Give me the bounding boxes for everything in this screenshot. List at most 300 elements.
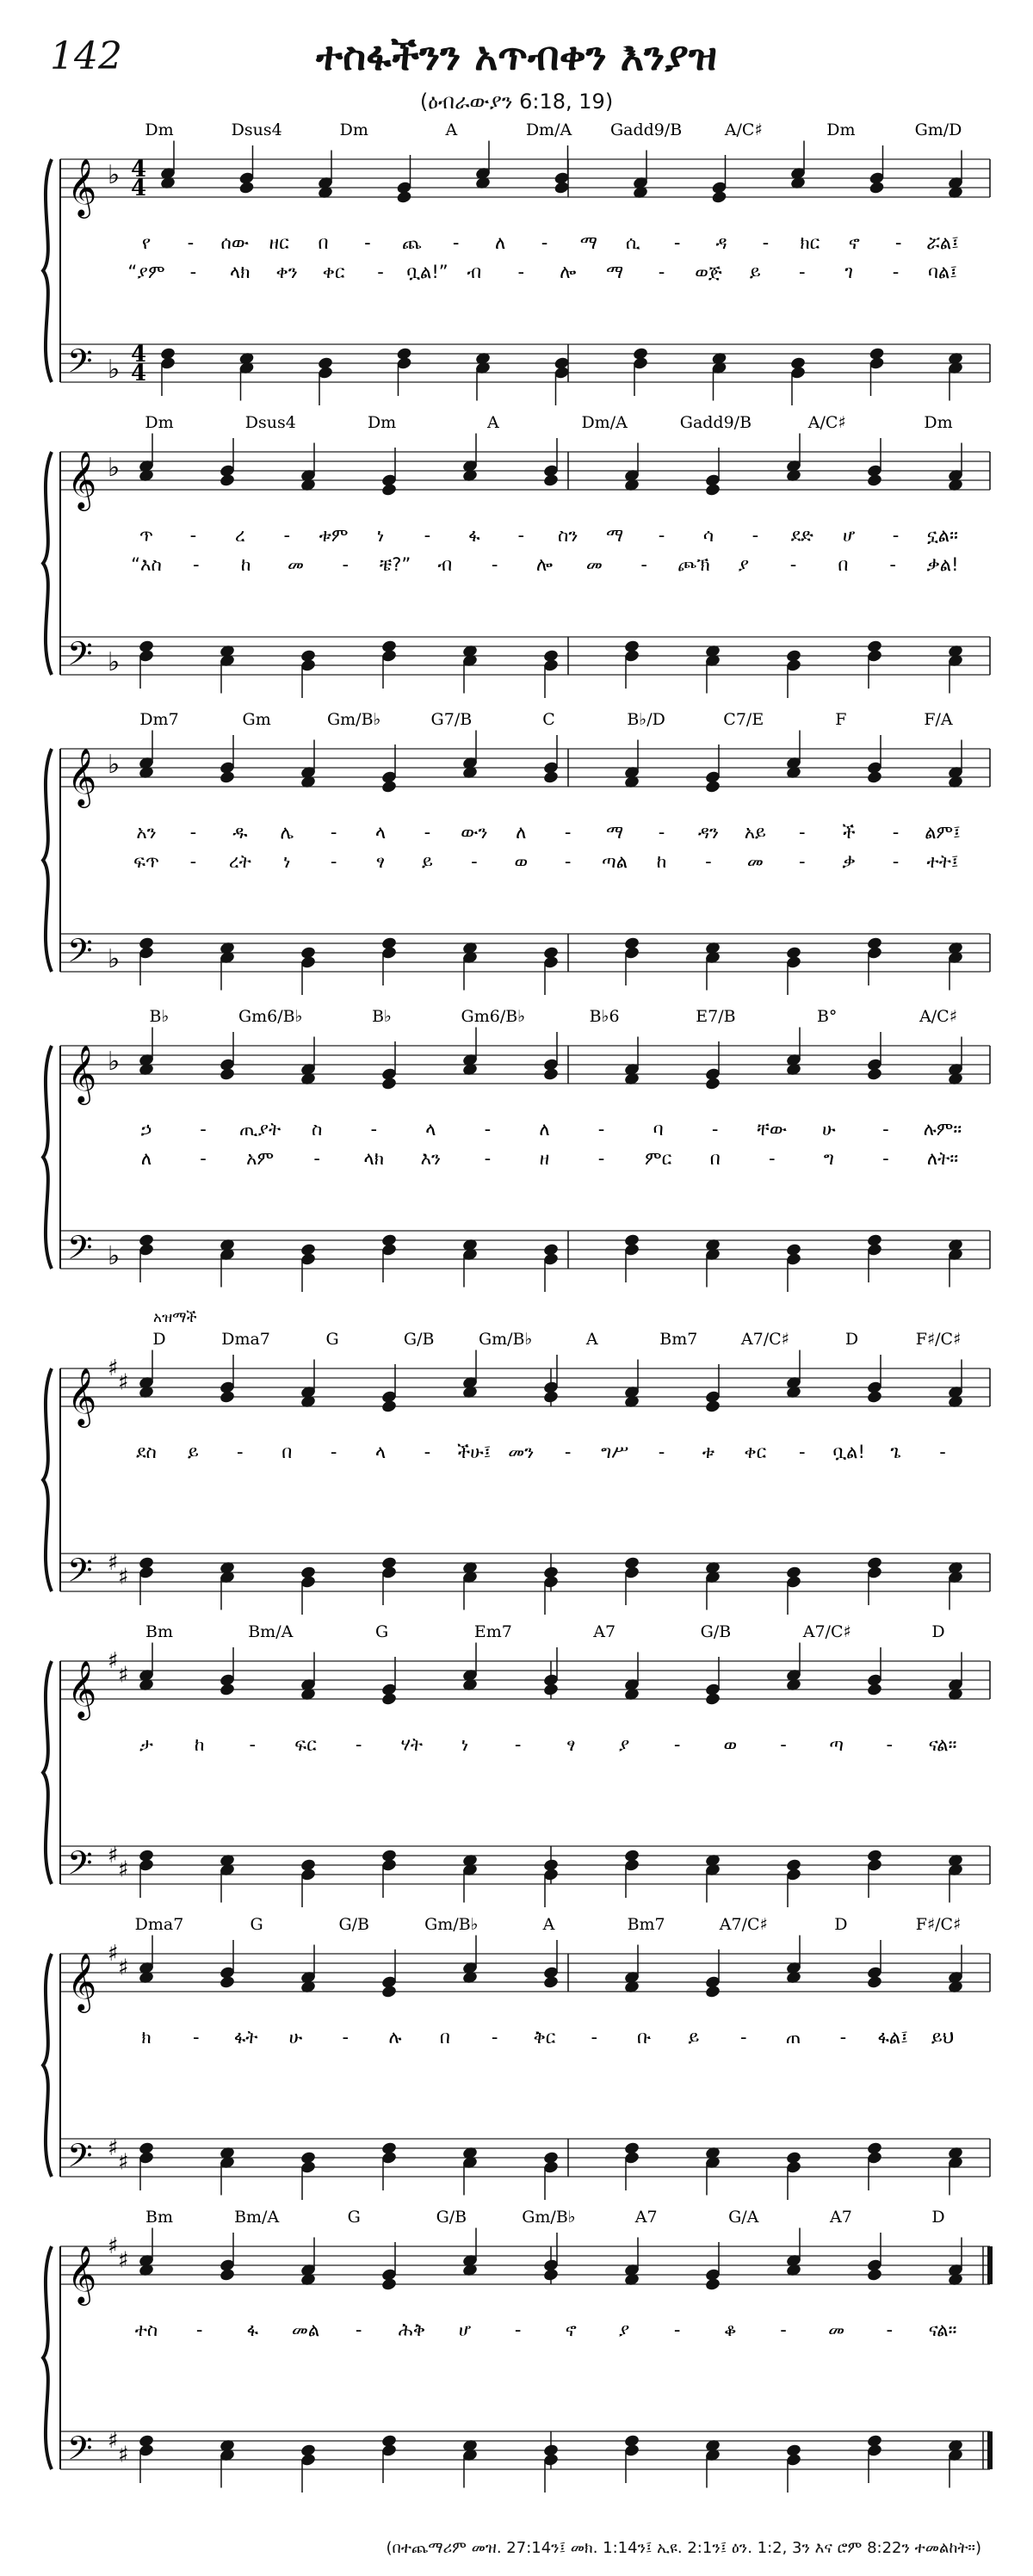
treble-clef-icon: 𝄞	[67, 158, 97, 216]
lyric-syllable: ረ	[234, 525, 245, 546]
chord-symbol: A7	[593, 1622, 616, 1641]
chord-symbol: A7/C♯	[719, 1915, 768, 1934]
lyric-syllable: ቃ	[842, 851, 856, 872]
lyric-syllable: -	[658, 262, 665, 282]
lyric-syllable: -	[189, 262, 197, 282]
note-head	[704, 483, 721, 497]
time-signature: 4	[131, 176, 147, 201]
note-head	[711, 190, 727, 205]
lyric-syllable: -	[892, 525, 900, 546]
lyric-syllable: ይ	[422, 851, 433, 872]
brace	[43, 749, 52, 972]
lyric-syllable: ወ	[514, 851, 529, 872]
lyric-syllable: አይ	[744, 822, 766, 843]
lyric-syllable: -	[658, 525, 665, 546]
lyric-syllable: እን	[420, 1148, 442, 1169]
system	[43, 1007, 990, 1292]
chord-symbol: A7	[829, 2208, 852, 2227]
lyric-syllable: -	[187, 232, 195, 253]
lyric-syllable: -	[798, 851, 806, 872]
lyric-syllable: -	[484, 1148, 492, 1169]
lyric-syllable: አን	[136, 822, 157, 843]
lyric-syllable: ቸው	[757, 1119, 788, 1140]
sharp-icon: ♯	[108, 1356, 119, 1381]
lyric-syllable: ዱ	[232, 822, 248, 843]
lyric-syllable: -	[894, 232, 902, 253]
chord-symbol: Gm/D	[914, 120, 962, 139]
note-head	[866, 1975, 882, 1990]
lyric-syllable: -	[752, 525, 759, 546]
chord-symbol: D	[931, 1622, 945, 1641]
chord-symbol: G	[374, 1622, 389, 1641]
chord-symbol: Gm6/B♭	[461, 1007, 526, 1026]
flat-icon: ♭	[108, 750, 121, 780]
lyric-syllable: ተስ	[134, 2320, 158, 2340]
note-head	[219, 770, 235, 785]
sharp-icon: ♯	[118, 1955, 129, 1981]
time-signature: 4	[131, 157, 147, 182]
chord-symbol: Bm7	[659, 1330, 698, 1349]
lyric-syllable: ቼ?”	[379, 554, 411, 575]
note-head	[219, 1683, 235, 1697]
scripture-reference: (ዕብራውያን 6:18, 19)	[419, 90, 614, 114]
sharp-icon: ♯	[108, 1648, 119, 1674]
note-head	[219, 2268, 235, 2283]
lyric-syllable: -	[798, 262, 806, 282]
sharp-icon: ♯	[108, 2233, 119, 2259]
lyric-syllable: -	[484, 1119, 492, 1140]
note-head	[704, 1077, 721, 1091]
lyric-syllable: -	[377, 262, 384, 282]
lyric-syllable: -	[658, 822, 665, 843]
lyric-syllable: ግሥ	[601, 1442, 629, 1462]
lyric-syllable: ፃ	[375, 851, 386, 872]
note-head	[380, 1077, 397, 1091]
lyric-syllable: መ	[746, 851, 764, 872]
note-head	[380, 1692, 397, 1707]
chord-symbol: Bm	[145, 2208, 173, 2227]
chord-symbol: Dsus4	[244, 413, 296, 432]
chord-symbol: Gm/B♭	[522, 2208, 576, 2227]
lyric-syllable: ክር	[800, 232, 820, 253]
chord-symbol: A7/C♯	[802, 1622, 851, 1641]
note-head	[866, 1683, 882, 1697]
lyric-syllable: -	[939, 1442, 946, 1462]
note-head	[542, 1390, 559, 1405]
flat-icon: ♭	[108, 944, 121, 974]
lyric-syllable: -	[193, 2027, 200, 2048]
lyric-syllable: ዘር	[269, 232, 289, 253]
lyric-syllable: ብ	[467, 262, 482, 282]
system	[43, 2208, 990, 2493]
lyric-syllable: -	[658, 1442, 665, 1462]
lyric-syllable: -	[640, 554, 647, 575]
chord-symbol: Gadd9/B	[609, 120, 683, 139]
lyric-syllable: ለ	[140, 1148, 152, 1169]
treble-clef-icon: 𝄞	[67, 1952, 97, 2011]
lyric-syllable: ደስ	[136, 1442, 157, 1462]
lyric-syllable: ሰው	[220, 232, 250, 253]
lyric-syllable: ለት።	[926, 1148, 959, 1169]
chord-symbol: Dm7	[139, 710, 179, 729]
lyric-syllable: ሁ	[288, 2027, 303, 2048]
lyric-syllable: ፍጥ	[133, 851, 159, 872]
lyric-syllable: ክ	[141, 2027, 152, 2048]
lyric-syllable: “እስ	[131, 554, 162, 575]
lyric-syllable: ሎ	[535, 554, 554, 575]
treble-clef-icon: 𝄞	[67, 747, 97, 806]
lyric-syllable: መን	[508, 1442, 535, 1462]
note-head	[219, 1067, 235, 1082]
flat-icon: ♭	[108, 160, 121, 190]
lyric-syllable: -	[517, 525, 525, 546]
lyric-syllable: ች	[842, 822, 856, 843]
lyric-syllable: በ	[439, 2027, 450, 2048]
lyric-syllable: ነ	[283, 851, 291, 872]
note-head	[542, 1975, 559, 1990]
note-head	[542, 1683, 559, 1697]
song-title: ተስፋችንን አጥብቀን እንያዝ	[316, 33, 717, 79]
chord-symbol: A/C♯	[807, 413, 846, 432]
chord-symbol: G/B	[436, 2208, 467, 2227]
lyric-syllable: ስ	[312, 1119, 323, 1140]
chord-symbol: Gm	[242, 710, 271, 729]
chord-symbol: C7/E	[723, 710, 764, 729]
bass-clef-icon: 𝄢	[67, 2136, 93, 2183]
lyric-syllable: -	[673, 232, 681, 253]
brace	[43, 452, 52, 675]
bass-clef-icon: 𝄢	[67, 342, 93, 388]
lyric-syllable: -	[705, 851, 712, 872]
lyric-syllable: -	[342, 554, 349, 575]
lyric-syllable: ኃ	[140, 1119, 152, 1140]
note-head	[219, 1975, 235, 1990]
lyric-syllable: -	[200, 1148, 207, 1169]
chord-symbol: F/A	[924, 710, 953, 729]
lyric-syllable: ሎ	[560, 262, 577, 282]
lyric-syllable: በ	[838, 554, 849, 575]
flat-icon: ♭	[108, 1241, 121, 1271]
lyric-syllable: ባ	[653, 1119, 664, 1140]
lyric-syllable: -	[424, 525, 431, 546]
chord-symbol: Gm/B♭	[424, 1915, 479, 1934]
lyric-syllable: -	[330, 1442, 337, 1462]
lyric-syllable: -	[798, 1442, 806, 1462]
lyric-syllable: -	[364, 232, 371, 253]
bass-clef-icon: 𝄢	[67, 1228, 93, 1275]
chord-symbol: A	[486, 413, 499, 432]
lyric-syllable: ሌ	[280, 822, 294, 843]
lyric-syllable: በ	[709, 1148, 721, 1169]
lyric-syllable: -	[330, 851, 337, 872]
note-head	[554, 181, 570, 195]
brace	[43, 2246, 52, 2469]
note-head	[396, 190, 412, 205]
lyric-syllable: -	[892, 851, 900, 872]
chord-symbol: A	[445, 120, 458, 139]
lyric-syllable: ቡ	[637, 2027, 652, 2048]
lyric-syllable: ቧል!”	[406, 262, 448, 282]
chord-symbol: Bm7	[627, 1915, 665, 1934]
lyric-syllable: -	[189, 851, 197, 872]
lyric-syllable: ለ	[516, 822, 527, 843]
time-signature: 4	[131, 342, 147, 368]
bass-clef-icon: 𝄢	[67, 1844, 93, 1890]
lyric-syllable: ረት	[228, 851, 251, 872]
lyric-syllable: የ	[141, 232, 152, 253]
lyric-syllable: ፋት	[233, 2027, 258, 2048]
lyric-syllable: ወ	[723, 1734, 738, 1755]
lyric-syllable: -	[195, 2320, 203, 2340]
lyric-syllable: -	[780, 1734, 787, 1755]
lyric-syllable: ያ	[618, 2320, 630, 2340]
lyric-syllable: -	[780, 2320, 787, 2340]
chord-symbol: G/B	[700, 1622, 732, 1641]
lyric-syllable: -	[491, 2027, 498, 2048]
brace	[43, 1368, 52, 1591]
chord-symbol: F♯/C♯	[915, 1330, 962, 1349]
lyric-syllable: ሕቅ	[398, 2320, 425, 2340]
note-head	[219, 1390, 235, 1405]
brace	[43, 1954, 52, 2177]
brace	[43, 1046, 52, 1269]
lyric-syllable: ላ	[425, 1119, 436, 1140]
treble-clef-icon: 𝄞	[67, 1044, 97, 1103]
lyric-syllable: ወጅ	[695, 262, 722, 282]
note-head	[542, 770, 559, 785]
flat-icon: ♭	[108, 647, 121, 677]
sharp-icon: ♯	[108, 2135, 119, 2161]
lyric-syllable: ባል፤	[928, 262, 957, 282]
lyric-syllable: -	[249, 1734, 257, 1755]
chord-symbol: G7/B	[430, 710, 473, 729]
chord-symbol: A7/C♯	[740, 1330, 789, 1349]
lyric-syllable: ፋል፤	[877, 2027, 908, 2048]
lyric-syllable: ለ	[494, 232, 506, 253]
lyric-syllable: ይ	[688, 2027, 700, 2048]
chord-symbol: Gm/B♭	[478, 1330, 533, 1349]
lyric-syllable: ማ	[606, 262, 624, 282]
lyric-syllable: ጣል	[602, 851, 628, 872]
section-label: አዝማች	[153, 1309, 197, 1326]
lyric-syllable: ሯል፤	[926, 232, 959, 253]
lyric-syllable: ማ	[606, 525, 624, 546]
lyric-syllable: ቀር	[744, 1442, 767, 1462]
sharp-icon: ♯	[108, 1550, 119, 1576]
note-head	[380, 1985, 397, 1999]
lyric-syllable: -	[189, 822, 197, 843]
lyric-syllable: -	[541, 232, 548, 253]
chord-symbol: Dma7	[134, 1915, 184, 1934]
note-head	[866, 473, 882, 488]
lyric-syllable: -	[193, 554, 200, 575]
lyric-syllable: ተት፤	[926, 851, 959, 872]
note-head	[704, 1399, 721, 1414]
lyric-syllable: ችሁ፤	[457, 1442, 492, 1462]
flat-icon: ♭	[108, 453, 121, 483]
lyric-syllable: ፋ	[468, 525, 480, 546]
bass-clef-icon: 𝄢	[67, 634, 93, 681]
lyric-syllable: ከ	[656, 851, 667, 872]
lyric-syllable: -	[355, 1734, 362, 1755]
chord-symbol: C	[542, 710, 555, 729]
sharp-icon: ♯	[118, 1856, 129, 1883]
lyric-syllable: ይ	[749, 262, 761, 282]
lyric-syllable: ቅር	[533, 2027, 556, 2048]
note-head	[542, 473, 559, 488]
chord-symbol: D	[834, 1915, 848, 1934]
lyric-syllable: ዘ	[539, 1148, 550, 1169]
note-head	[380, 780, 397, 794]
lyric-syllable: በ	[318, 232, 329, 253]
lyric-syllable: ነ	[376, 525, 385, 546]
lyric-syllable: ነ	[461, 1734, 469, 1755]
lyric-syllable: ቱ	[702, 1442, 715, 1462]
lyric-syllable: ጮኽ	[677, 554, 710, 575]
chord-symbol: G/B	[338, 1915, 370, 1934]
sharp-icon: ♯	[108, 2428, 119, 2454]
chord-symbol: F	[835, 710, 847, 729]
chord-symbol: Dm	[145, 413, 174, 432]
lyric-syllable: -	[882, 1148, 889, 1169]
lyric-syllable: -	[313, 1148, 321, 1169]
lyric-syllable: -	[491, 554, 498, 575]
lyric-syllable: -	[189, 525, 197, 546]
lyric-syllable: ላ	[374, 822, 387, 843]
lyric-syllable: -	[886, 1734, 894, 1755]
lyric-syllable: መ	[287, 554, 304, 575]
chord-symbol: Gm/B♭	[326, 710, 381, 729]
lyric-syllable: ኖ	[565, 2320, 577, 2340]
chord-symbol: G	[250, 1915, 263, 1934]
lyric-syllable: ዳን	[697, 822, 720, 843]
lyric-syllable: ዳ	[715, 232, 727, 253]
lyric-syllable: ሉም።	[923, 1119, 962, 1140]
sharp-icon: ♯	[118, 1662, 129, 1689]
note-head	[238, 181, 255, 195]
lyric-syllable: -	[564, 851, 572, 872]
lyric-syllable: -	[342, 2027, 349, 2048]
lyric-syllable: ፋ	[246, 2320, 259, 2340]
lyric-syllable: ያ	[738, 554, 750, 575]
lyric-syllable: ኗል።	[927, 525, 958, 546]
lyric-syllable: ቃል!	[926, 554, 959, 575]
flat-icon: ♭	[108, 1047, 121, 1077]
lyric-syllable: መ	[585, 554, 603, 575]
lyric-syllable: ገ	[844, 262, 853, 282]
lyric-syllable: ከ	[194, 1734, 205, 1755]
lyric-syllable: -	[200, 1119, 207, 1140]
note-head	[866, 1067, 882, 1082]
lyric-syllable: -	[889, 554, 896, 575]
lyric-syllable: -	[514, 1734, 522, 1755]
note-head	[866, 2268, 882, 2283]
chord-symbol: D	[152, 1330, 166, 1349]
chord-symbol: B♭6	[589, 1007, 620, 1026]
chord-symbol: Dm/A	[581, 413, 628, 432]
chord-symbol: Dm	[367, 413, 397, 432]
lyric-syllable: ውን	[461, 822, 488, 843]
lyric-syllable: ግ	[823, 1148, 834, 1169]
lyric-syllable: ሉ	[388, 2027, 402, 2048]
lyric-syllable: ያ	[618, 1734, 630, 1755]
lyric-syllable: መ	[828, 2320, 845, 2340]
footer-references: (በተጨማሪም መዝ. 27:14ን፤ መክ. 1:14ን፤ ኢዩ. 2:1ን፤ ዕን. 1:2, 3ን እና ሮም 8:22ን ተመልከት።)	[386, 2539, 981, 2557]
chord-symbol: B°	[816, 1007, 838, 1026]
note-head	[704, 1985, 721, 1999]
lyric-syllable: ሃት	[400, 1734, 424, 1755]
system	[43, 710, 990, 995]
chord-symbol: A/C♯	[724, 120, 763, 139]
lyric-syllable: ቆ	[724, 2320, 737, 2340]
note-head	[704, 2277, 721, 2292]
lyric-syllable: ናል።	[928, 1734, 957, 1755]
lyric-syllable: ፍር	[294, 1734, 317, 1755]
note-head	[219, 473, 235, 488]
chord-symbol: B♭	[372, 1007, 393, 1026]
treble-clef-icon: 𝄞	[67, 1659, 97, 1718]
lyric-syllable: ቱም	[319, 525, 349, 546]
lyric-syllable: -	[471, 851, 478, 872]
lyric-syllable: -	[886, 2320, 894, 2340]
lyric-syllable: አም	[246, 1148, 275, 1169]
chord-symbol: Em7	[473, 1622, 512, 1641]
lyric-syllable: ጥ	[139, 525, 153, 546]
lyric-syllable: ልም፤	[925, 822, 961, 843]
chord-symbol: Bm/A	[234, 2208, 280, 2227]
brace	[43, 159, 52, 382]
lyric-syllable: -	[673, 2320, 681, 2340]
lyric-syllable: -	[839, 2027, 847, 2048]
chord-symbol: E7/B	[696, 1007, 736, 1026]
lyric-syllable: ቧል!	[832, 1442, 865, 1462]
lyric-syllable: -	[597, 1148, 605, 1169]
lyric-syllable: ናል።	[928, 2320, 957, 2340]
bass-clef-icon: 𝄢	[67, 2429, 93, 2475]
lyric-syllable: “ያም	[127, 262, 165, 282]
lyric-syllable: -	[711, 1119, 719, 1140]
lyric-syllable: -	[452, 232, 460, 253]
chord-symbol: A	[542, 1915, 555, 1934]
lyric-syllable: ሆ	[843, 525, 856, 546]
lyric-syllable: መል	[291, 2320, 320, 2340]
lyric-syllable: ከ	[240, 554, 251, 575]
system	[43, 120, 990, 405]
lyric-syllable: ይህ	[931, 2027, 955, 2048]
lyric-syllable: ታ	[139, 1734, 153, 1755]
chord-symbol: F♯/C♯	[915, 1915, 962, 1934]
lyric-syllable: -	[673, 1734, 681, 1755]
lyric-syllable: ጨ	[402, 232, 422, 253]
lyric-syllable: -	[237, 1442, 244, 1462]
lyric-syllable: ቀር	[322, 262, 345, 282]
time-signature: 4	[131, 361, 147, 386]
lyric-syllable: -	[739, 2027, 747, 2048]
bass-clef-icon: 𝄢	[67, 931, 93, 978]
lyric-syllable: -	[517, 262, 525, 282]
chord-symbol: B♭	[149, 1007, 170, 1026]
lyric-syllable: ሁ	[822, 1119, 836, 1140]
lyric-syllable: ማ	[606, 822, 624, 843]
note-head	[542, 1067, 559, 1082]
lyric-syllable: ለ	[539, 1119, 550, 1140]
lyric-syllable: ቀን	[275, 262, 298, 282]
bass-clef-icon: 𝄢	[67, 1551, 93, 1597]
chord-symbol: D	[931, 2208, 945, 2227]
treble-clef-icon: 𝄞	[67, 2245, 97, 2303]
note-head	[704, 1692, 721, 1707]
sharp-icon: ♯	[108, 1941, 119, 1967]
